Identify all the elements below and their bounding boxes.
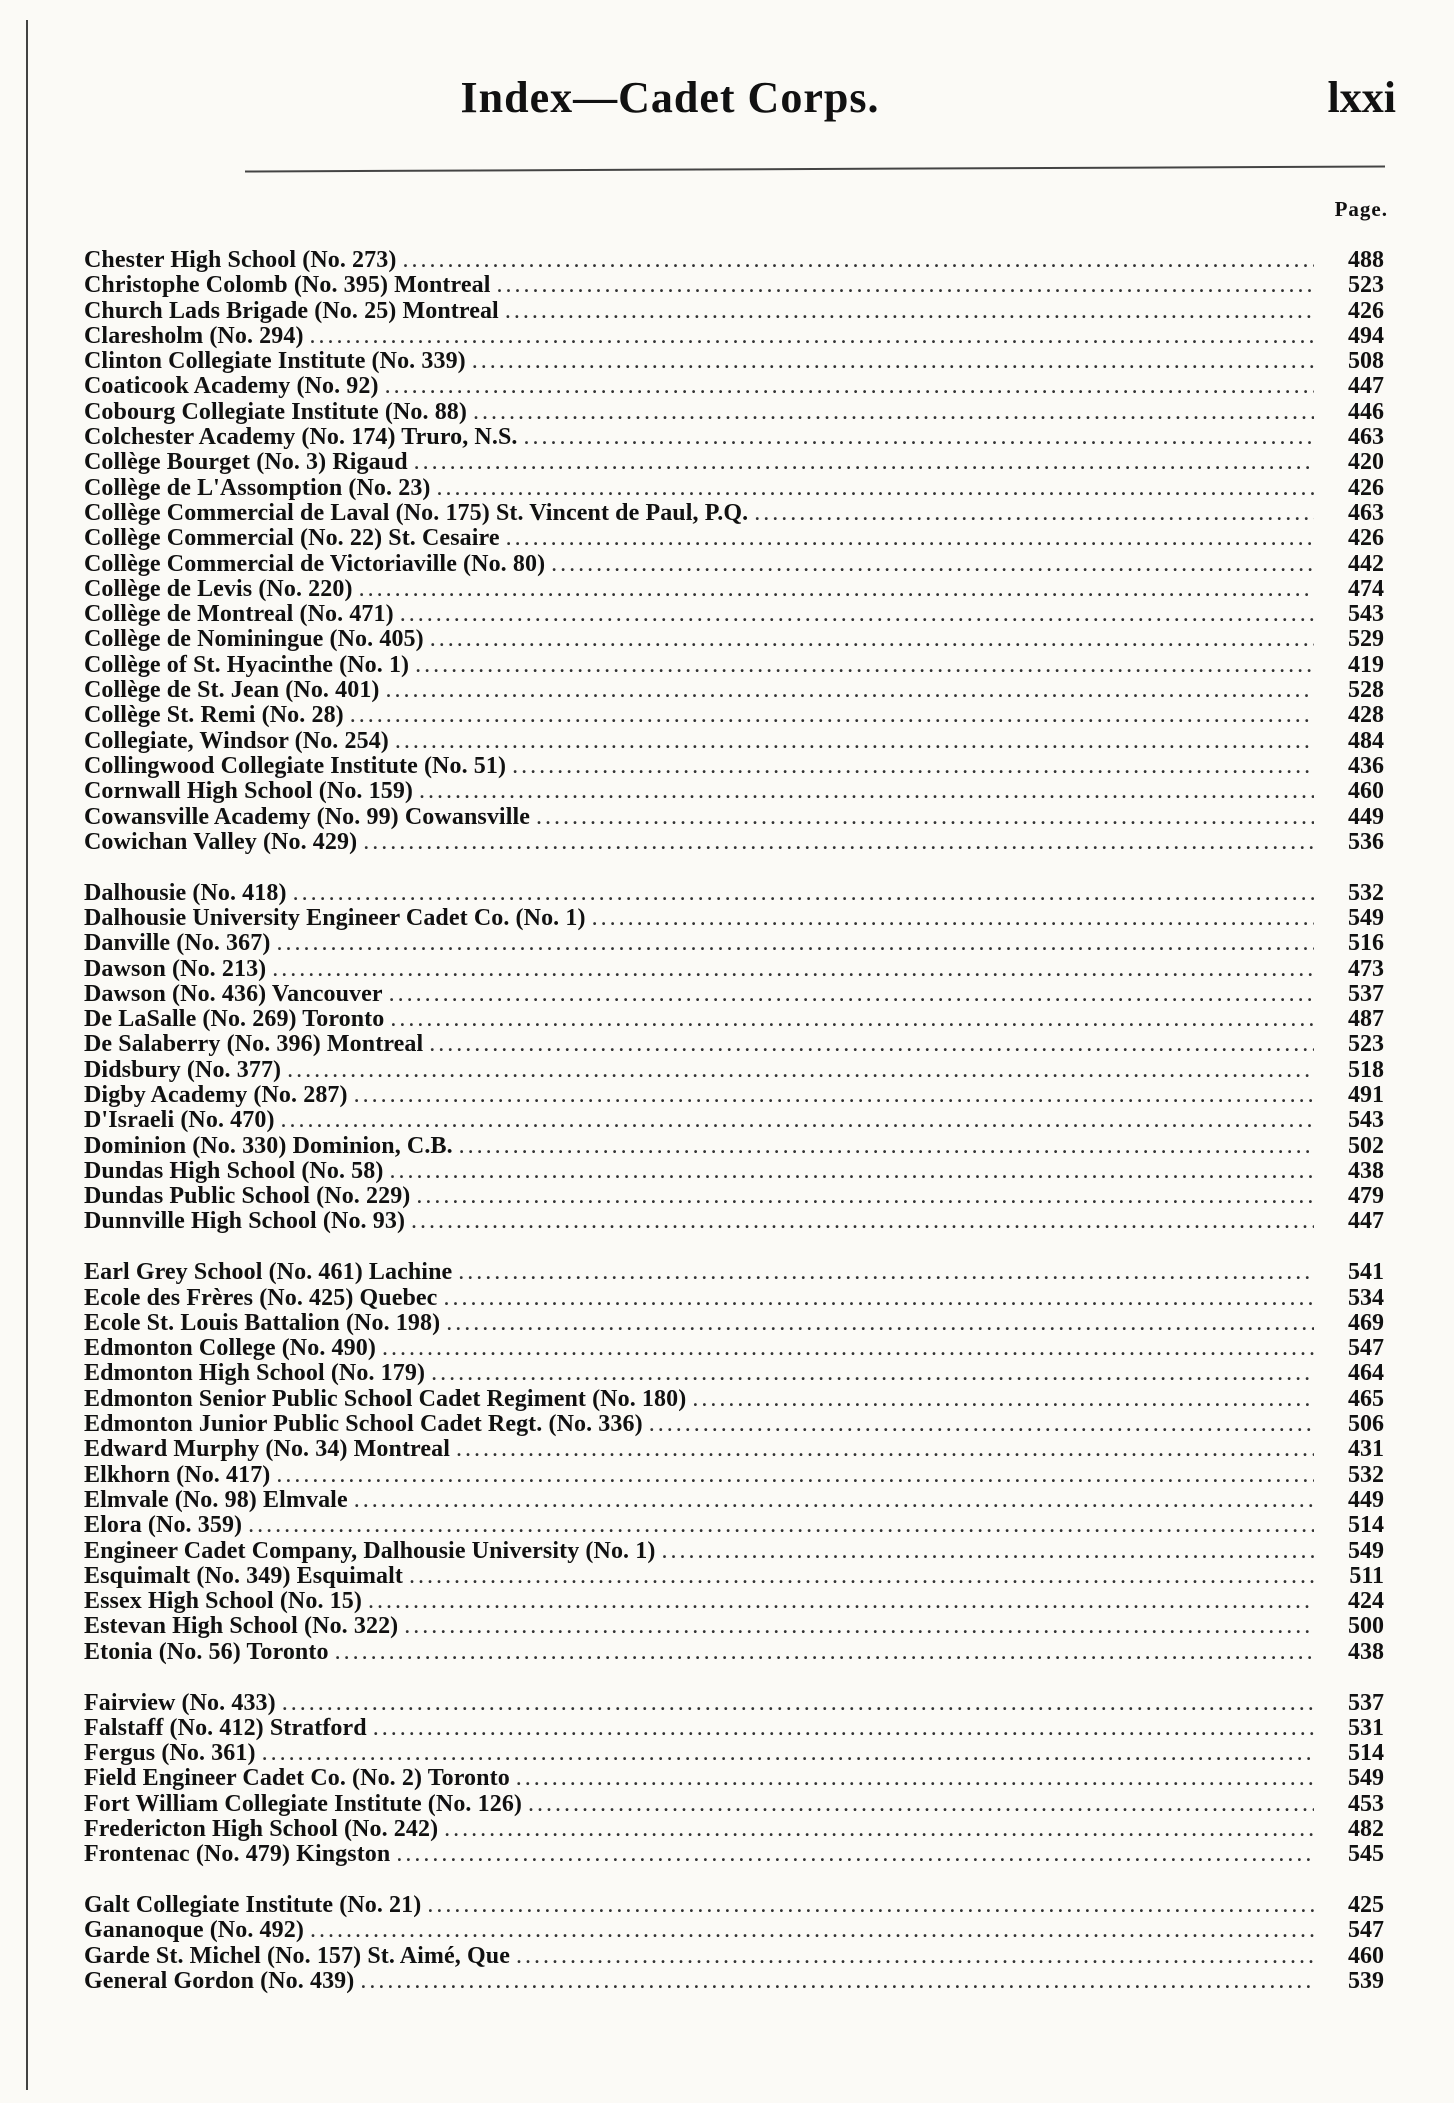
index-entry — [84, 1260, 1384, 1285]
entry-name: Colchester Academy (No. 174) Truro, N.S. — [84, 424, 518, 451]
dot-leader — [382, 1336, 1314, 1361]
dot-leader — [415, 653, 1314, 678]
index-entry — [84, 703, 1384, 728]
entry-name: Edmonton Junior Public School Cadet Regt. (No. 336) — [84, 1411, 643, 1438]
page-column-heading: Page. — [1334, 197, 1388, 221]
entry-name: Edmonton College (No. 490) — [84, 1335, 376, 1362]
index-entry — [84, 1286, 1384, 1311]
entry-page-number: 438 — [1348, 1638, 1384, 1665]
dot-leader — [414, 450, 1314, 475]
index-group — [84, 1260, 1384, 1665]
entry-page-number: 541 — [1348, 1259, 1384, 1286]
dot-leader — [272, 957, 1314, 982]
entry-name: Fairview (No. 433) — [84, 1689, 276, 1716]
entry-page-number: 426 — [1348, 474, 1384, 501]
dot-leader — [516, 1944, 1314, 1969]
entry-name: Collège de Levis (No. 220) — [84, 575, 353, 602]
entry-page-number: 453 — [1348, 1790, 1384, 1817]
index-entry — [84, 1361, 1384, 1386]
entry-name: Collège Commercial de Laval (No. 175) St. Vincent de Paul, P.Q. — [84, 499, 749, 526]
index-group — [84, 881, 1384, 1235]
index-entry — [84, 1311, 1384, 1336]
binding-edge-line — [26, 20, 28, 2090]
entry-page-number: 543 — [1348, 601, 1384, 628]
entry-name: Elmvale (No. 98) Elmvale — [84, 1486, 348, 1513]
index-entry — [84, 1387, 1384, 1412]
dot-leader — [276, 1463, 1314, 1488]
entry-name: Dawson (No. 213) — [84, 955, 267, 982]
dot-leader — [459, 1134, 1314, 1159]
entry-name: Cobourg Collegiate Institute (No. 88) — [84, 398, 468, 425]
entry-name: Etonia (No. 56) Toronto — [84, 1638, 329, 1665]
entry-name: Coaticook Academy (No. 92) — [84, 373, 379, 400]
index-entry — [84, 982, 1384, 1007]
dot-leader — [472, 349, 1314, 374]
dot-leader — [404, 1614, 1314, 1639]
index-entry — [84, 602, 1384, 627]
dot-leader — [456, 1437, 1314, 1462]
dot-leader — [506, 526, 1314, 551]
entry-page-number: 545 — [1348, 1841, 1384, 1868]
dot-leader — [524, 425, 1314, 450]
dot-leader — [390, 1007, 1314, 1032]
entry-page-number: 479 — [1348, 1183, 1384, 1210]
index-entry — [84, 805, 1384, 830]
dot-leader — [389, 1159, 1314, 1184]
dot-leader — [400, 602, 1314, 627]
entry-page-number: 506 — [1348, 1411, 1384, 1438]
index-entry — [84, 678, 1384, 703]
entry-name: Falstaff (No. 412) Stratford — [84, 1714, 367, 1741]
dot-leader — [287, 1058, 1314, 1083]
index-entry — [84, 1893, 1384, 1918]
index-entry — [84, 425, 1384, 450]
entry-page-number: 449 — [1348, 1486, 1384, 1513]
index-entry — [84, 349, 1384, 374]
dot-leader — [395, 729, 1314, 754]
entry-page-number: 523 — [1348, 272, 1384, 299]
index-entry — [84, 1614, 1384, 1639]
entry-name: Field Engineer Cadet Co. (No. 2) Toronto — [84, 1765, 510, 1792]
dot-leader — [496, 273, 1314, 298]
entry-name: Gananoque (No. 492) — [84, 1917, 304, 1944]
index-entry — [84, 1184, 1384, 1209]
dot-leader — [437, 476, 1314, 501]
entry-page-number: 431 — [1348, 1436, 1384, 1463]
entry-page-number: 491 — [1348, 1082, 1384, 1108]
dot-leader — [649, 1412, 1314, 1437]
entry-name: Fredericton High School (No. 242) — [84, 1816, 439, 1843]
entry-page-number: 446 — [1348, 398, 1384, 425]
entry-page-number: 465 — [1348, 1385, 1384, 1412]
index-entry — [84, 299, 1384, 324]
index-entry — [84, 1108, 1384, 1133]
entry-name: De LaSalle (No. 269) Toronto — [84, 1006, 385, 1033]
index-entry — [84, 931, 1384, 956]
dot-leader — [402, 248, 1314, 273]
index-group — [84, 248, 1384, 855]
dot-leader — [389, 982, 1314, 1007]
dot-leader — [512, 754, 1314, 779]
index-entry — [84, 906, 1384, 931]
entry-page-number: 532 — [1348, 879, 1384, 906]
entry-page-number: 463 — [1348, 424, 1384, 451]
entry-page-number: 516 — [1348, 930, 1384, 957]
entry-name: Christophe Colomb (No. 395) Montreal — [84, 272, 491, 299]
index-entry — [84, 1969, 1384, 1994]
dot-leader — [335, 1640, 1314, 1665]
index-entry — [84, 501, 1384, 526]
header-rule — [245, 166, 1385, 173]
index-entry — [84, 1564, 1384, 1589]
entry-name: Collège de L'Assomption (No. 23) — [84, 474, 431, 501]
entry-page-number: 518 — [1348, 1056, 1384, 1083]
dot-leader — [282, 1691, 1314, 1716]
dot-leader — [661, 1539, 1314, 1564]
entry-name: Engineer Cadet Company, Dalhousie University (No. 1) — [84, 1537, 656, 1564]
dot-leader — [430, 627, 1314, 652]
dot-leader — [516, 1766, 1314, 1791]
entry-name: Collingwood Collegiate Institute (No. 51) — [84, 752, 507, 779]
entry-page-number: 508 — [1348, 348, 1384, 375]
dot-leader — [350, 703, 1314, 728]
entry-page-number: 532 — [1348, 1461, 1384, 1488]
entry-name: Danville (No. 367) — [84, 930, 271, 957]
entry-page-number: 460 — [1348, 1942, 1384, 1969]
entry-page-number: 447 — [1348, 1208, 1384, 1235]
entry-name: Claresholm (No. 294) — [84, 322, 304, 349]
index-entry — [84, 754, 1384, 779]
index-entry — [84, 526, 1384, 551]
entry-page-number: 428 — [1348, 702, 1384, 729]
index-entry — [84, 273, 1384, 298]
entry-name: Garde St. Michel (No. 157) St. Aimé, Que — [84, 1942, 510, 1969]
entry-page-number: 528 — [1348, 677, 1384, 704]
index-entry — [84, 374, 1384, 399]
entry-page-number: 419 — [1348, 651, 1384, 678]
index-entry — [84, 1792, 1384, 1817]
entry-page-number: 534 — [1348, 1284, 1384, 1311]
dot-leader — [536, 805, 1314, 830]
dot-leader — [692, 1387, 1314, 1412]
entry-name: De Salaberry (No. 396) Montreal — [84, 1031, 424, 1058]
entry-name: Cowichan Valley (No. 429) — [84, 828, 358, 855]
index-entry — [84, 1134, 1384, 1159]
index-entry — [84, 1007, 1384, 1032]
index-entry — [84, 1209, 1384, 1234]
dot-leader — [419, 779, 1314, 804]
entry-page-number: 464 — [1348, 1360, 1384, 1387]
dot-leader — [429, 1032, 1314, 1057]
entry-name: Dawson (No. 436) Vancouver — [84, 980, 383, 1007]
entry-name: Church Lads Brigade (No. 25) Montreal — [84, 297, 499, 324]
entry-name: Dundas Public School (No. 229) — [84, 1183, 411, 1210]
index-entry — [84, 1842, 1384, 1867]
index-group — [84, 1691, 1384, 1868]
index-entry — [84, 1058, 1384, 1083]
entry-page-number: 500 — [1348, 1613, 1384, 1640]
entry-name: General Gordon (No. 439) — [84, 1968, 355, 1994]
dot-leader — [276, 931, 1314, 956]
dot-leader — [416, 1184, 1314, 1209]
entry-name: Cornwall High School (No. 159) — [84, 778, 414, 805]
index-entry — [84, 1032, 1384, 1057]
entry-page-number: 436 — [1348, 752, 1384, 779]
dot-leader — [431, 1361, 1314, 1386]
dot-leader — [281, 1108, 1314, 1133]
dot-leader — [359, 577, 1314, 602]
entry-name: Dominion (No. 330) Dominion, C.B. — [84, 1132, 453, 1159]
dot-leader — [360, 1969, 1314, 1994]
entry-name: Dundas High School (No. 58) — [84, 1157, 384, 1184]
index-entries — [84, 248, 1384, 1994]
entry-name: Dalhousie University Engineer Cadet Co. (No. 1) — [84, 904, 586, 931]
index-entry — [84, 1766, 1384, 1791]
entry-page-number: 426 — [1348, 525, 1384, 552]
entry-page-number: 438 — [1348, 1157, 1384, 1184]
index-entry — [84, 1437, 1384, 1462]
entry-page-number: 460 — [1348, 778, 1384, 805]
dot-leader — [592, 906, 1314, 931]
dot-leader — [368, 1589, 1314, 1614]
dot-leader — [396, 1842, 1314, 1867]
entry-name: Collège St. Remi (No. 28) — [84, 702, 344, 729]
entry-name: Ecole St. Louis Battalion (No. 198) — [84, 1309, 441, 1336]
entry-page-number: 529 — [1348, 626, 1384, 653]
entry-page-number: 473 — [1348, 955, 1384, 982]
index-entry — [84, 248, 1384, 273]
dot-leader — [505, 299, 1314, 324]
entry-page-number: 536 — [1348, 828, 1384, 855]
index-entry — [84, 577, 1384, 602]
entry-name: Edmonton Senior Public School Cadet Regiment (No. 180) — [84, 1385, 687, 1412]
dot-leader — [354, 1083, 1314, 1108]
index-entry — [84, 1817, 1384, 1842]
entry-page-number: 487 — [1348, 1006, 1384, 1033]
entry-page-number: 469 — [1348, 1309, 1384, 1336]
dot-leader — [262, 1741, 1314, 1766]
dot-leader — [411, 1209, 1314, 1234]
entry-page-number: 442 — [1348, 550, 1384, 577]
entry-name: Collège Bourget (No. 3) Rigaud — [84, 449, 408, 476]
index-entry — [84, 324, 1384, 349]
index-entry — [84, 881, 1384, 906]
entry-page-number: 463 — [1348, 499, 1384, 526]
dot-leader — [310, 324, 1314, 349]
entry-page-number: 484 — [1348, 727, 1384, 754]
entry-name: Collège Commercial de Victoriaville (No. 80) — [84, 550, 546, 577]
entry-page-number: 547 — [1348, 1917, 1384, 1944]
dot-leader — [354, 1488, 1314, 1513]
dot-leader — [373, 1716, 1314, 1741]
entry-name: Chester High School (No. 273) — [84, 247, 397, 273]
entry-name: Fort William Collegiate Institute (No. 126) — [84, 1790, 523, 1817]
entry-name: Earl Grey School (No. 461) Lachine — [84, 1259, 453, 1286]
dot-leader — [363, 830, 1314, 855]
index-entry — [84, 1640, 1384, 1665]
dot-leader — [551, 552, 1314, 577]
dot-leader — [385, 374, 1314, 399]
index-entry — [84, 1539, 1384, 1564]
entry-page-number: 537 — [1348, 980, 1384, 1007]
index-entry — [84, 1741, 1384, 1766]
entry-page-number: 547 — [1348, 1335, 1384, 1362]
index-entry — [84, 1918, 1384, 1943]
entry-name: Collegiate, Windsor (No. 254) — [84, 727, 389, 754]
entry-name: Elora (No. 359) — [84, 1512, 243, 1539]
entry-name: Collège de St. Jean (No. 401) — [84, 677, 380, 704]
entry-page-number: 425 — [1348, 1892, 1384, 1919]
index-entry — [84, 1944, 1384, 1969]
index-entry — [84, 476, 1384, 501]
entry-page-number: 543 — [1348, 1107, 1384, 1134]
dot-leader — [409, 1564, 1314, 1589]
entry-name: Collège de Montreal (No. 471) — [84, 601, 394, 628]
dot-leader — [446, 1311, 1314, 1336]
entry-page-number: 424 — [1348, 1588, 1384, 1615]
entry-page-number: 531 — [1348, 1714, 1384, 1741]
entry-name: Estevan High School (No. 322) — [84, 1613, 399, 1640]
entry-name: Ecole des Frères (No. 425) Quebec — [84, 1284, 438, 1311]
dot-leader — [310, 1918, 1314, 1943]
entry-page-number: 539 — [1348, 1968, 1384, 1994]
dot-leader — [528, 1792, 1314, 1817]
entry-name: Dunnville High School (No. 93) — [84, 1208, 406, 1235]
entry-name: Edmonton High School (No. 179) — [84, 1360, 426, 1387]
dot-leader — [458, 1260, 1314, 1285]
index-group — [84, 1893, 1384, 1994]
entry-name: D'Israeli (No. 470) — [84, 1107, 275, 1134]
entry-page-number: 514 — [1348, 1512, 1384, 1539]
entry-page-number: 482 — [1348, 1816, 1384, 1843]
entry-name: Digby Academy (No. 287) — [84, 1082, 348, 1108]
index-entry — [84, 1463, 1384, 1488]
index-entry — [84, 552, 1384, 577]
entry-name: Frontenac (No. 479) Kingston — [84, 1841, 391, 1868]
entry-page-number: 523 — [1348, 1031, 1384, 1058]
dot-leader — [386, 678, 1314, 703]
index-entry — [84, 1083, 1384, 1108]
entry-name: Dalhousie (No. 418) — [84, 879, 287, 906]
index-entry — [84, 779, 1384, 804]
index-entry — [84, 1716, 1384, 1741]
index-entry — [84, 1513, 1384, 1538]
entry-name: Galt Collegiate Institute (No. 21) — [84, 1892, 422, 1919]
dot-leader — [443, 1286, 1314, 1311]
index-entry — [84, 653, 1384, 678]
entry-name: Cowansville Academy (No. 99) Cowansville — [84, 803, 530, 830]
entry-page-number: 488 — [1348, 247, 1384, 273]
index-entry — [84, 830, 1384, 855]
entry-name: Esquimalt (No. 349) Esquimalt — [84, 1562, 403, 1589]
entry-page-number: 549 — [1348, 904, 1384, 931]
page-title: Index—Cadet Corps. — [460, 73, 880, 122]
index-entry — [84, 1336, 1384, 1361]
index-entry — [84, 1488, 1384, 1513]
entry-page-number: 447 — [1348, 373, 1384, 400]
index-entry — [84, 1412, 1384, 1437]
index-entry — [84, 1159, 1384, 1184]
index-entry — [84, 957, 1384, 982]
entry-name: Clinton Collegiate Institute (No. 339) — [84, 348, 466, 375]
entry-page-number: 474 — [1348, 575, 1384, 602]
entry-page-number: 449 — [1348, 803, 1384, 830]
entry-name: Collège Commercial (No. 22) St. Cesaire — [84, 525, 500, 552]
entry-page-number: 549 — [1348, 1537, 1384, 1564]
entry-name: Collège de Nominingue (No. 405) — [84, 626, 424, 653]
entry-name: Didsbury (No. 377) — [84, 1056, 282, 1083]
dot-leader — [444, 1817, 1314, 1842]
entry-page-number: 511 — [1349, 1562, 1384, 1589]
entry-page-number: 514 — [1348, 1740, 1384, 1767]
page-number: lxxi — [1327, 73, 1396, 122]
entry-page-number: 420 — [1348, 449, 1384, 476]
dot-leader — [473, 400, 1314, 425]
dot-leader — [248, 1513, 1314, 1538]
index-entry — [84, 1589, 1384, 1614]
entry-name: Essex High School (No. 15) — [84, 1588, 362, 1615]
index-entry — [84, 627, 1384, 652]
index-entry — [84, 1691, 1384, 1716]
entry-name: Elkhorn (No. 417) — [84, 1461, 271, 1488]
index-entry — [84, 729, 1384, 754]
index-entry — [84, 450, 1384, 475]
entry-name: Collège of St. Hyacinthe (No. 1) — [84, 651, 410, 678]
dot-leader — [754, 501, 1314, 526]
entry-page-number: 426 — [1348, 297, 1384, 324]
entry-page-number: 502 — [1348, 1132, 1384, 1159]
index-entry — [84, 400, 1384, 425]
entry-page-number: 494 — [1348, 322, 1384, 349]
dot-leader — [293, 881, 1314, 906]
entry-page-number: 537 — [1348, 1689, 1384, 1716]
dot-leader — [427, 1893, 1314, 1918]
entry-page-number: 549 — [1348, 1765, 1384, 1792]
entry-name: Fergus (No. 361) — [84, 1740, 256, 1767]
entry-name: Edward Murphy (No. 34) Montreal — [84, 1436, 450, 1463]
